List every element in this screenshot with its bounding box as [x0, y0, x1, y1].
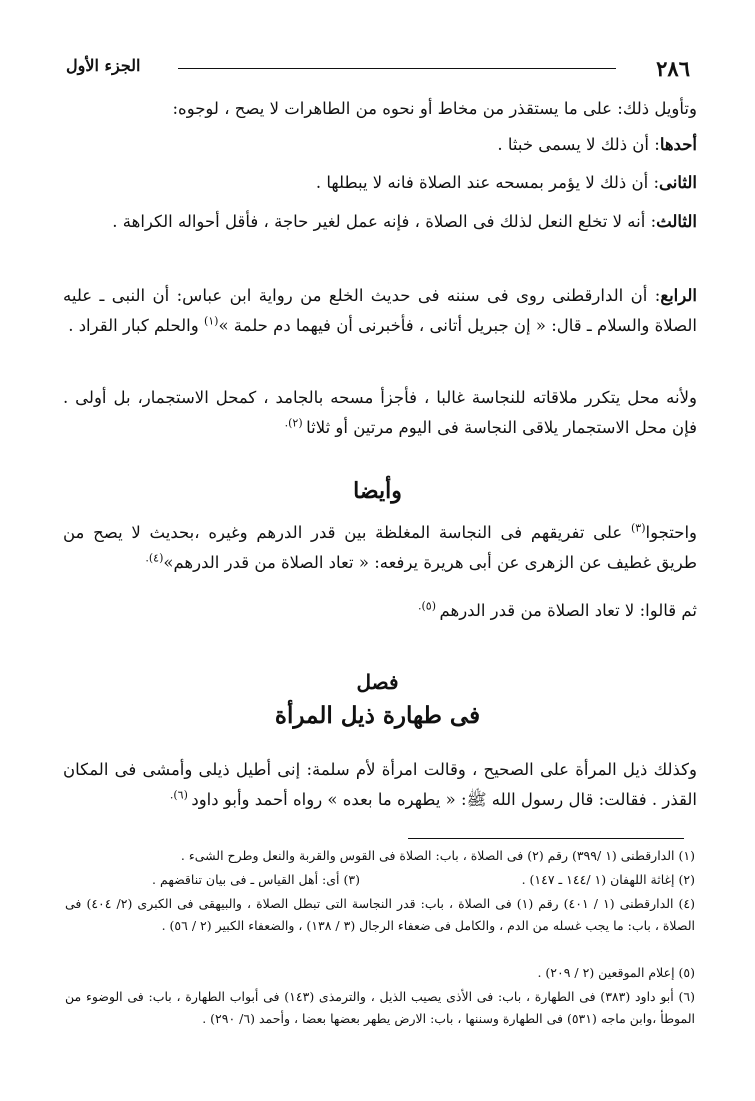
- footnote-2: (٢) إغاثة اللهفان (١ /١٤٤ ـ ١٤٧) .: [521, 872, 695, 887]
- paragraph-intro: [63, 94, 697, 124]
- closing-footnote-ref[interactable]: (٢).: [284, 416, 307, 430]
- section-title: فى طهارة ذيل المرأة: [274, 702, 481, 729]
- footnote-5: (٥) إعلام الموقعين (٢ / ٢٠٩) .: [537, 965, 695, 980]
- running-title: الجزء الأول: [66, 56, 141, 75]
- reason4-footnote-ref[interactable]: (١): [203, 314, 219, 328]
- reason4-label: الرابع: [660, 286, 697, 305]
- closing-text: ولأنه محل يتكرر ملاقاته للنجاسة غالبا ، فأجزأ مسحه بالجامد ، كمحل الاستجمار، بل أولى . فإن محل الاستجمار يلاقى النجاسة فى اليوم مرتين أو ثلاثا: [63, 388, 697, 437]
- section-text: وكذلك ذيل المرأة على الصحيح ، وقالت امرأة لأم سلمة: إنى أطيل ذيلى وأمشى فى المكان القذر . فقالت: قال رسول الله ﷺ: « يطهره ما بعده » رواه أحمد وأبو داود: [63, 760, 697, 809]
- page-header: [66, 56, 690, 88]
- reason3-text: : أنه لا تخلع النعل لذلك فى الصلاة ، فإنه عمل لغير حاجة ، فأقل أحواله الكراهة .: [112, 212, 657, 231]
- footnote-4: (٤) الدارقطنى (١ / ٤٠١) رقم (١) فى الصلاة ، باب: قدر النجاسة التى تبطل الصلاة ، والبيهقى فى الكبرى (٢/ ٤٠٤) فى الصلاة ، باب: ما يجب غسله من الدم ، والكامل فى ضعفاء الرجال (٣ / ١٣٨) ، والضعفاء الكبير (٢ / ٥٦) .: [65, 896, 696, 933]
- intro-text: وتأويل ذلك: على ما يستقذر من مخاط أو نحوه من الطاهرات لا يصح ، لوجوه:: [172, 99, 697, 118]
- paragraph-reason-2: [63, 168, 697, 198]
- reason3-label: الثالث: [656, 212, 697, 231]
- heading-also: وأيضا: [353, 478, 402, 504]
- then-footnote-ref[interactable]: (٥).: [418, 599, 440, 613]
- footnote-3: (٣) أى: أهل القياس ـ فى بيان تناقضهم .: [152, 872, 360, 887]
- header-rule: [178, 68, 616, 69]
- reason1-text: : أن ذلك لا يسمى خبثا .: [497, 135, 660, 154]
- reason2-text: : أن ذلك لا يؤمر بمسحه عند الصلاة فانه لا يبطلها .: [315, 173, 660, 192]
- also-text-b: على تفريقهم فى النجاسة المغلظة بين قدر الدرهم وغيره ،بحديث لا يصح من طريق غطيف عن الزهرى عن أبى هريرة يرفعه: « تعاد الصلاة من قدر الدرهم»: [63, 523, 697, 572]
- also-footnote-ref-1[interactable]: (٣): [630, 521, 646, 535]
- paragraph-reason-4: [63, 281, 697, 341]
- reason1-label: أحدها: [659, 135, 697, 154]
- also-text-a: واحتجوا: [645, 523, 697, 542]
- section-label: فصل: [356, 670, 399, 694]
- reason4-text-b: والحلم كبار القراد .: [68, 316, 204, 335]
- also-footnote-ref-2[interactable]: (٤).: [145, 551, 164, 565]
- paragraph-section: [63, 755, 697, 815]
- footnote-6: (٦) أبو داود (٣٨٣) فى الطهارة ، باب: فى الأذى يصيب الذيل ، والترمذى (١٤٣) فى أبواب الطهارة ، باب: فى الوضوء من الموطأ ،وابن ماجه (٥٣١) فى الطهارة وسننها ، باب: الارض يطهر بعضها بعضا ، وأحمد (٦/ ٢٩٠) .: [65, 989, 695, 1026]
- paragraph-reason-3: [63, 207, 697, 237]
- paragraph-reason-1: [63, 130, 697, 160]
- then-text: ثم قالوا: لا تعاد الصلاة من قدر الدرهم: [439, 601, 697, 620]
- reason2-label: الثانى: [659, 173, 697, 192]
- page-number: ٢٨٦: [656, 56, 690, 81]
- reason4-text-a: : أن الدارقطنى روى فى سننه فى حديث الخلع من رواية ابن عباس: أن النبى ـ عليه الصلاة والسلام ـ قال: « إن جبريل أتانى ، فأخبرنى أن فيهما دم حلمة »: [63, 286, 697, 335]
- paragraph-then: [63, 596, 697, 626]
- footnote-separator: [408, 838, 684, 839]
- footnote-1: (١) الدارقطنى (١ /٣٩٩) رقم (٢) فى الصلاة ، باب: الصلاة فى القوس والقربة والنعل وطرح الشىء .: [180, 848, 695, 863]
- section-footnote-ref[interactable]: (٦).: [169, 788, 192, 802]
- paragraph-closing: [63, 383, 697, 443]
- paragraph-also: [63, 518, 697, 578]
